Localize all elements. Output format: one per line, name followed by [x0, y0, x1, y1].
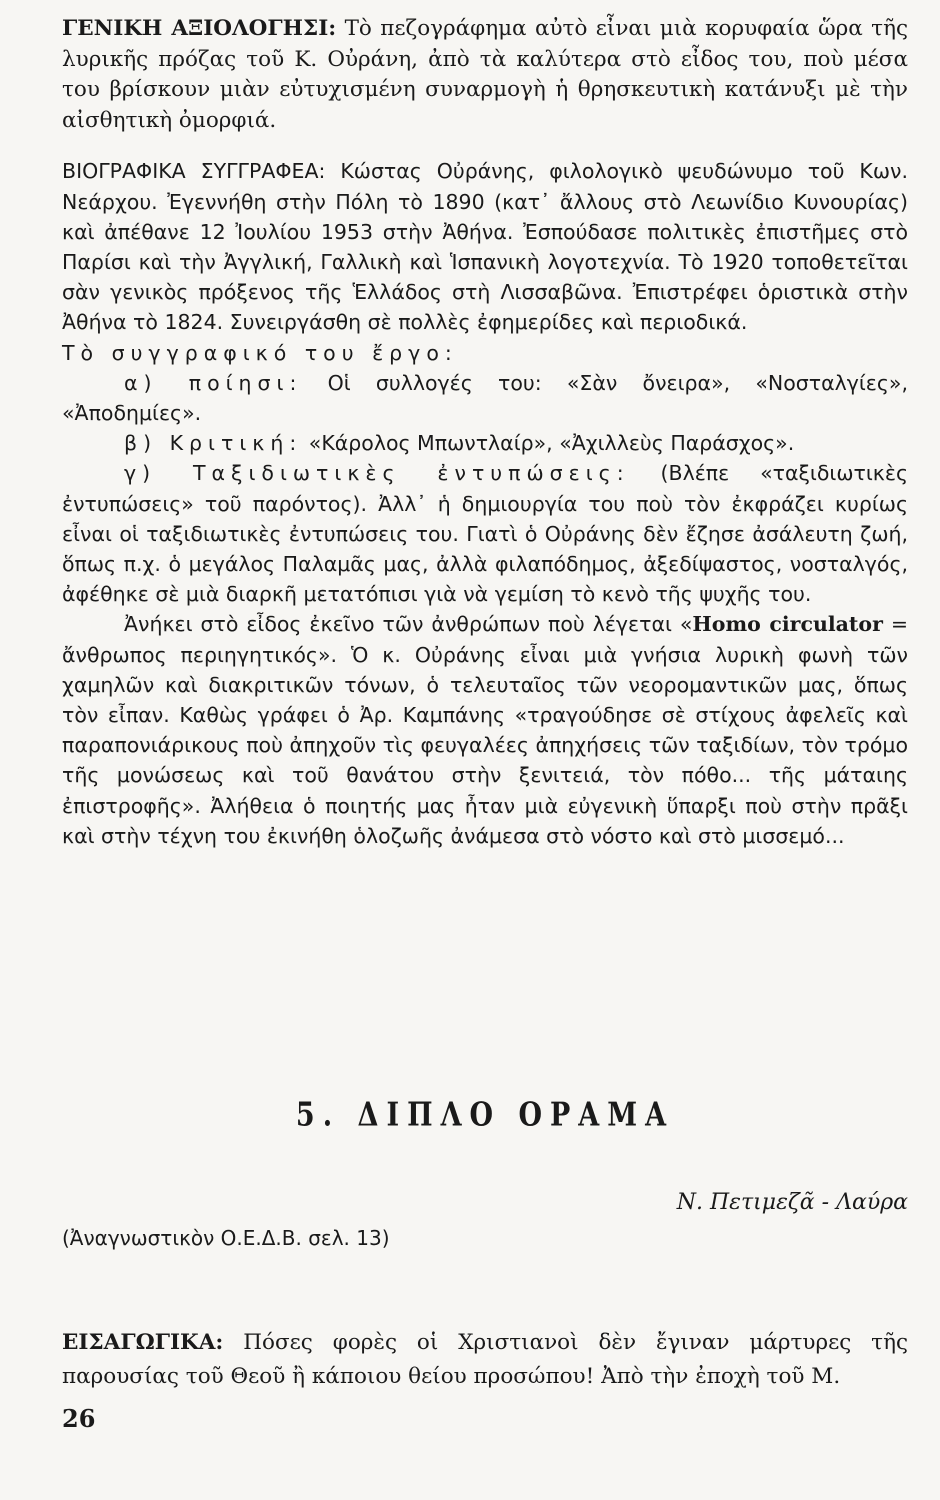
intro-heading: ΕΙΣΑΓΩΓΙΚΑ: [62, 1329, 224, 1355]
evaluation-paragraph [62, 14, 908, 136]
intro-paragraph [62, 1326, 908, 1394]
bio-paragraph [62, 156, 908, 337]
homo-circulator: Homo circulator [692, 612, 883, 637]
section-source: (Ἀναγνωστικὸν Ο.Ε.Δ.Β. σελ. 13) [62, 1226, 390, 1250]
travel-text: (Βλέπε «ταξιδιωτικὲς ἐντυπώσεις» τοῦ παρόντος). Ἀλλ᾽ ἡ δημιουργία του ποὺ τὸν ἐκφράζει κυρίως εἶναι οἱ ταξιδιωτικὲς ἐντυπώσεις του. Γιατὶ ὁ Οὐράνης δὲν ἔζησε ἀσάλευτη ζωή, ὅπως π.χ. ὁ μεγάλος Παλαμᾶς μας, ἀλλὰ φιλαπόδημος, ἀξεδίψαστος, νοσταλγός, ἀφέθηκε σὲ μιὰ διαρκῆ μετατόπισι γιὰ νὰ γεμίση τὸ κενὸ τῆς ψυχῆς του. [62, 461, 908, 607]
closing-before: Ἀνήκει στὸ εἶδος ἐκεῖνο τῶν ἀνθρώπων ποὺ λέγεται « [124, 612, 693, 637]
works-poetry [62, 368, 908, 428]
criticism-text: «Κάρολος Μπωντλαίρ», «Ἀχιλλεὺς Παράσχος». [308, 431, 795, 456]
section-author: Ν. Πετιμεζᾶ - Λαύρα [676, 1190, 908, 1215]
works-heading: Τὸ συγγραφικό του ἔργο: [62, 340, 458, 365]
criticism-label: β) Κριτική: [124, 431, 303, 456]
works-travel [62, 458, 908, 609]
closing-paragraph [62, 609, 908, 851]
travel-label: γ) Ταξιδιωτικὲς ἐντυπώσεις: [124, 461, 630, 486]
poetry-label: α) ποίησι: [124, 370, 303, 395]
page-number: 26 [62, 1404, 96, 1433]
intro-text: Πόσες φορὲς οἱ Χριστιανοὶ δὲν ἔγιναν μάρτυρες τῆς παρουσίας τοῦ Θεοῦ ἢ κάποιου θείου προσώπου! Ἀπὸ τὴν ἐποχὴ τοῦ Μ. [62, 1329, 909, 1389]
evaluation-text: Τὸ πεζογράφημα αὐτὸ εἶναι μιὰ κορυφαία ὥρα τῆς λυρικῆς πρόζας τοῦ Κ. Οὐράνη, ἀπὸ τὰ καλύτερα στὸ εἶδος του, ποὺ μέσα του βρίσκουν μιὰν εὐτυχισμένη συναρμογὴ ἡ θρησκευτικὴ κατάνυξι μὲ τὴν αἰσθητικὴ ὀμορφιά. [62, 16, 908, 133]
poetry-text: Οἱ συλλογές του: «Σὰν ὄνειρα», «Νοσταλγίες», «Ἀποδημίες». [62, 370, 908, 425]
bio-heading: ΒΙΟΓΡΑΦΙΚΑ ΣΥΓΓΡΑΦΕΑ: [62, 159, 326, 184]
section-title-block [62, 1096, 908, 1135]
evaluation-heading: ΓΕΝΙΚΗ ΑΞΙΟΛΟΓΗΣΙ: [62, 16, 337, 41]
page-body [62, 14, 909, 1389]
bio-text: Κώστας Οὐράνης, φιλολογικὸ ψευδώνυμο τοῦ Κων. Νεάρχου. Ἐγεννήθη στὴν Πόλη τὸ 1890 (κατ᾽ ἄλλους στὸ Λεωνίδιο Κυνουρίας) καὶ ἀπέθανε 12 Ἰουλίου 1953 στὴν Ἀθήνα. Ἐσπούδασε πολιτικὲς ἐπιστῆμες στὸ Παρίσι καὶ τὴν Ἀγγλική, Γαλλικὴ καὶ Ἱσπανικὴ λογοτεχνία. Τὸ 1920 τοποθετεῖται σὰν γενικὸς πρόξενος τῆς Ἑλλάδος στὴ Λισσαβῶνα. Ἐπιστρέφει ὁριστικὰ στὴν Ἀθήνα τὸ 1824. Συνειργάσθη σὲ πολλὲς ἐφημερίδες καὶ περιοδικά. [62, 159, 908, 335]
closing-after: = ἄνθρωπος περιηγητικός». Ὁ κ. Οὐράνης εἶναι μιὰ γνήσια λυρικὴ φωνὴ τῶν χαμηλῶν καὶ διακριτικῶν τόνων, ὁ τελευταῖος τῶν νεορομαντικῶν μας, ὅπως τὸν εἶπαν. Καθὼς γράφει ὁ Ἀρ. Καμπάνης «τραγούδησε σὲ στίχους ἀφελεῖς καὶ παραπονιάρικους ποὺ ἀπηχοῦν τὶς φευγαλέες ἀπηχήσεις τῶν ταξιδίων, τὸν τρόμο τῆς μονώσεως καὶ τοῦ θανάτου στὴν ξενιτειά, τὸν πόθο... τῆς μάταιης ἐπιστροφῆς». Ἀλήθεια ὁ ποιητής μας ἦταν μιὰ εὐγενικὴ ὕπαρξι ποὺ στὴν πρᾶξι καὶ στὴν τέχνη του ἐκινήθη ὁλοζωῆς ἀνάμεσα στὸ νόστο καὶ στὸ μισσεμό... [62, 612, 908, 848]
section-title: 5. ΔΙΠΛΟ ΟΡΑΜΑ [295, 1096, 675, 1135]
works-criticism [62, 428, 908, 458]
